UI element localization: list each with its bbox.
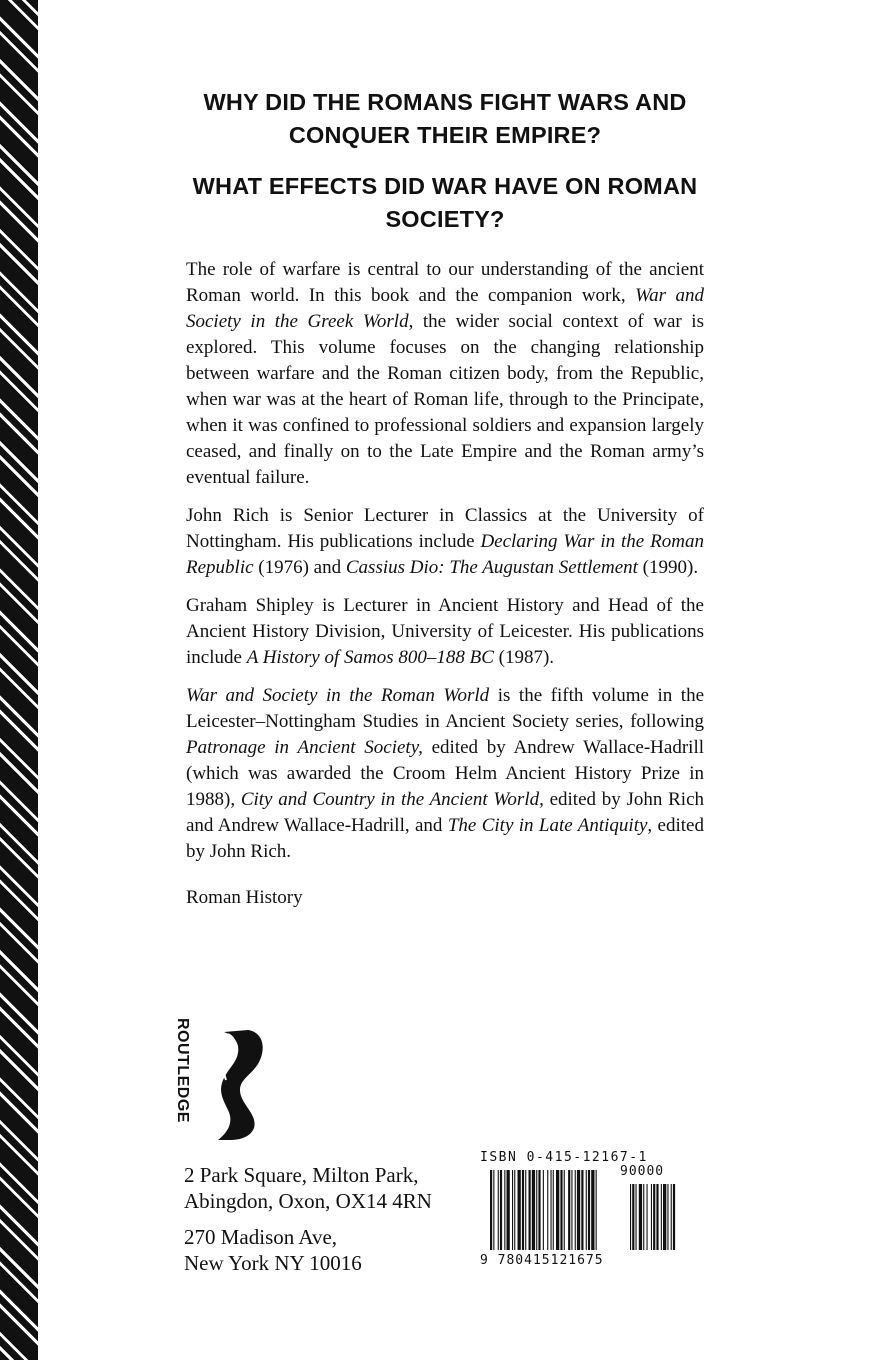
decorative-border	[0, 0, 38, 1360]
text-span: (1987).	[493, 647, 555, 668]
address-line: New York NY 10016	[184, 1251, 362, 1275]
publisher-address-us	[184, 1224, 362, 1276]
address-line: 270 Madison Ave,	[184, 1225, 338, 1249]
blurb	[186, 257, 704, 923]
text-span: is the fifth volume in the Leicester–Nottingham Studies in Ancient Society series, following	[186, 685, 705, 732]
blurb-paragraph-1	[186, 257, 704, 491]
book-title: Declaring War in the Roman Republic	[186, 531, 704, 578]
barcode-main-digits: 780415121675	[497, 1253, 604, 1268]
routledge-logo	[174, 1018, 268, 1144]
heading-question-2: WHAT EFFECTS DID WAR HAVE ON ROMAN SOCIETY?	[192, 173, 698, 232]
address-line: Abingdon, Oxon, OX14 4RN	[184, 1189, 432, 1213]
text-span: , edited by John Rich.	[186, 815, 704, 862]
text-span: (1990).	[637, 557, 699, 578]
book-title: War and Society in the Roman World	[186, 685, 490, 706]
book-title: War and Society in the Greek World	[186, 285, 704, 332]
isbn-label: ISBN 0-415-12167-1	[480, 1150, 648, 1165]
isbn-barcode	[480, 1150, 680, 1270]
blurb-paragraph-4	[186, 683, 704, 865]
barcode-bars	[490, 1170, 680, 1252]
logo-wordmark: ROUTLEDGE	[174, 1018, 191, 1123]
book-title: A History of Samos 800–188 BC	[246, 647, 494, 668]
text-span: John Rich is Senior Lecturer in Classics at the University of Nottingham. His publications include	[186, 505, 704, 552]
text-span: The role of warfare is central to our understanding of the ancient Roman world. In this book and the companion work,	[186, 259, 704, 306]
publisher-address-uk	[184, 1162, 432, 1214]
book-title: The City in Late Antiquity	[447, 815, 648, 836]
text-span: edited by Andrew Wallace-Hadrill (which was awarded the Croom Helm Ancient History Prize in 1988),	[186, 737, 704, 810]
address-line: 2 Park Square, Milton Park,	[184, 1163, 419, 1187]
routledge-logo-icon	[174, 1018, 268, 1144]
book-title: Patronage in Ancient Society,	[186, 737, 423, 758]
barcode-addon-digits: 90000	[620, 1164, 665, 1179]
blurb-paragraph-2	[186, 503, 704, 581]
blurb-paragraph-3	[186, 593, 704, 671]
text-span: edited by John Rich and Andrew Wallace-Hadrill, and	[186, 789, 704, 836]
heading-question-1: WHY DID THE ROMANS FIGHT WARS AND CONQUER THEIR EMPIRE?	[203, 89, 687, 148]
text-span: Graham Shipley is Lecturer in Ancient History and Head of the Ancient History Division, University of Leicester. His publications include	[186, 595, 704, 668]
subject-category: Roman History	[186, 887, 303, 908]
text-span: (1976) and	[253, 557, 346, 578]
text-span: , the wider social context of war is explored. This volume focuses on the changing relationship between warfare and the Roman citizen body, from the Republic, when war was at the heart of Roman life, through to the Principate, when it was confined to professional soldiers and expansion largely ceased, and finally on to the Late Empire and the Roman army’s eventual failure.	[186, 311, 704, 488]
book-title: Cassius Dio: The Augustan Settlement	[345, 557, 638, 578]
barcode-digits	[480, 1253, 604, 1268]
book-title: City and Country in the Ancient World,	[240, 789, 544, 810]
barcode-first-digit: 9	[480, 1253, 489, 1268]
